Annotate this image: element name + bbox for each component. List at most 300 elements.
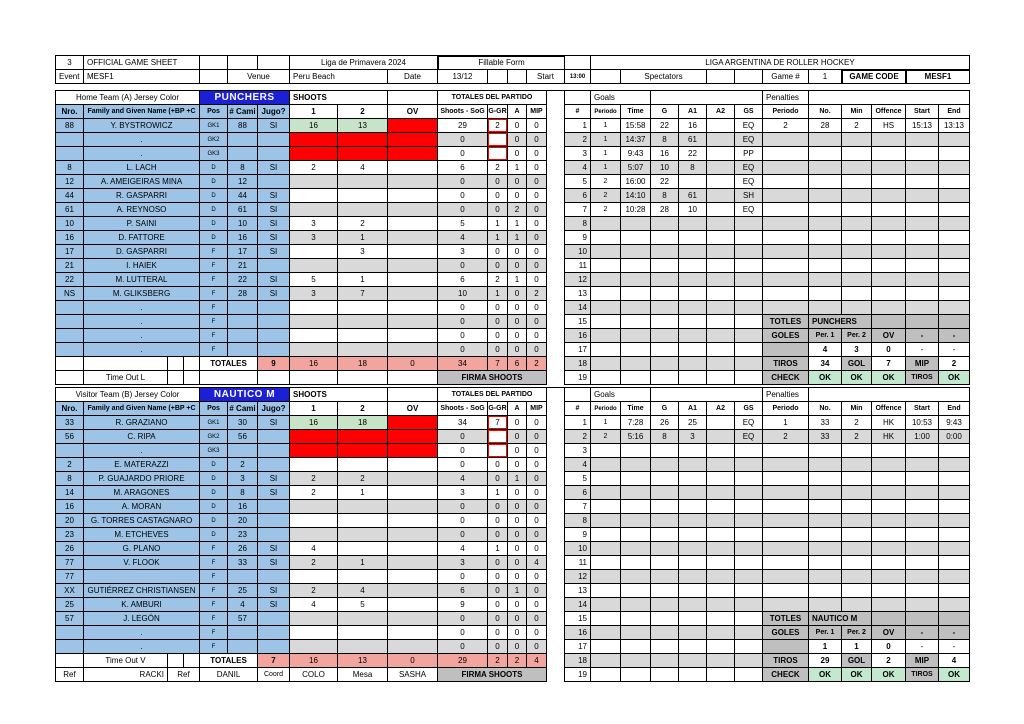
penalty-start <box>906 542 939 556</box>
goal-assist1 <box>679 598 707 612</box>
penalty-periodo <box>763 514 809 528</box>
assists: 0 <box>508 458 527 472</box>
spacer <box>547 371 565 385</box>
penalty-end <box>939 231 970 245</box>
visitor-team-section <box>55 387 970 682</box>
penalty-min <box>842 245 872 259</box>
mip: 0 <box>527 612 547 626</box>
goal-periodo <box>591 556 621 570</box>
cell <box>763 343 809 357</box>
goal-assist2 <box>707 301 735 315</box>
goal-time <box>621 654 651 668</box>
spacer <box>547 119 565 133</box>
column-header-row <box>56 105 970 119</box>
shoot-period1 <box>290 626 338 640</box>
penalty-min <box>842 259 872 273</box>
player-pos: GK1 <box>200 416 228 430</box>
goal-number: 10 <box>565 542 591 556</box>
penalty-offence <box>872 598 906 612</box>
cell <box>906 612 939 626</box>
player-row <box>56 161 970 175</box>
shoot-period2: 1 <box>338 556 388 570</box>
goal-assist1 <box>679 486 707 500</box>
penalty-end: 13:13 <box>939 119 970 133</box>
shoot-period1 <box>290 133 338 147</box>
goal-time <box>621 640 651 654</box>
totales-partido-label: TOTALES DEL PARTIDO <box>438 91 547 105</box>
mip: 0 <box>527 189 547 203</box>
game-code-value: MESF1 <box>906 70 970 84</box>
goal-periodo <box>591 654 621 668</box>
goal-number: 6 <box>565 486 591 500</box>
goal-time <box>621 444 651 458</box>
player-row <box>56 486 970 500</box>
cell <box>763 640 809 654</box>
goles-per1: 1 <box>809 640 842 654</box>
shoot-ov <box>388 598 438 612</box>
goal-time <box>621 570 651 584</box>
spacer <box>547 542 565 556</box>
assists: 0 <box>508 640 527 654</box>
shoot-period1: 3 <box>290 217 338 231</box>
player-pos: D <box>200 514 228 528</box>
shoots-sog: 0 <box>438 430 488 444</box>
shoot-period1: 16 <box>290 119 338 133</box>
shoot-ov <box>388 315 438 329</box>
penalty-end <box>939 217 970 231</box>
goal-situation: EQ <box>735 416 763 430</box>
col-header: 2 <box>338 105 388 119</box>
date-label: Date <box>388 70 438 84</box>
goal-assist1: 10 <box>679 203 707 217</box>
cell <box>168 371 184 385</box>
goal-assist2 <box>707 231 735 245</box>
goal-scorer: 22 <box>651 175 679 189</box>
player-nro <box>56 343 84 357</box>
col-header: Start <box>906 402 939 416</box>
player-nro <box>56 133 84 147</box>
shoot-ov <box>388 612 438 626</box>
goal-time <box>621 217 651 231</box>
shoot-period2 <box>338 430 388 444</box>
player-pos: D <box>200 175 228 189</box>
shoot-period1 <box>290 315 338 329</box>
col-header: Periodo <box>763 105 809 119</box>
player-name: J. LEGÓN <box>84 612 200 626</box>
player-nro: 10 <box>56 217 84 231</box>
player-jugo: SI <box>258 231 290 245</box>
shoot-period1 <box>290 329 338 343</box>
goal-assist2 <box>707 444 735 458</box>
player-name: M. LUTTERAL <box>84 273 200 287</box>
spacer <box>547 612 565 626</box>
game-sheet <box>55 55 970 682</box>
goal-periodo <box>591 528 621 542</box>
league-name: Liga de Primavera 2024 <box>290 56 438 70</box>
player-nro: 77 <box>56 556 84 570</box>
player-cami: 57 <box>228 612 258 626</box>
goles-dash: - <box>906 343 939 357</box>
assists: 0 <box>508 570 527 584</box>
goal-situation <box>735 500 763 514</box>
penalty-number <box>809 217 842 231</box>
shoot-ov <box>388 147 438 161</box>
g-gr: 7 <box>488 416 508 430</box>
shoot-period2 <box>338 444 388 458</box>
goal-number: 7 <box>565 203 591 217</box>
penalty-number <box>809 231 842 245</box>
player-row <box>56 542 970 556</box>
goal-situation <box>735 458 763 472</box>
player-pos: F <box>200 301 228 315</box>
penalty-min <box>842 500 872 514</box>
col-header: No. <box>809 402 842 416</box>
player-jugo: SI <box>258 584 290 598</box>
goal-assist2 <box>707 161 735 175</box>
col-header: Start <box>906 105 939 119</box>
shoots-sog: 0 <box>438 612 488 626</box>
g-gr: 0 <box>488 329 508 343</box>
goal-periodo <box>591 343 621 357</box>
player-name: P. SAINI <box>84 217 200 231</box>
player-row <box>56 273 970 287</box>
assists: 1 <box>508 161 527 175</box>
assists: 1 <box>508 231 527 245</box>
player-jugo <box>258 528 290 542</box>
shoot-ov <box>388 444 438 458</box>
player-jugo <box>258 329 290 343</box>
per1-header: Per. 1 <box>809 329 842 343</box>
player-cami <box>228 133 258 147</box>
goles-ov: 0 <box>872 640 906 654</box>
goal-assist2 <box>707 273 735 287</box>
mip: 2 <box>527 287 547 301</box>
goles-dash: - <box>939 343 970 357</box>
goal-periodo: 1 <box>591 133 621 147</box>
goal-scorer <box>651 570 679 584</box>
goal-periodo <box>591 329 621 343</box>
goal-periodo: 2 <box>591 430 621 444</box>
mip: 0 <box>527 626 547 640</box>
g-gr: 0 <box>488 556 508 570</box>
spacer <box>547 287 565 301</box>
penalties-section-label: Penalties <box>763 91 809 105</box>
player-row <box>56 528 970 542</box>
spacer <box>547 472 565 486</box>
goal-scorer <box>651 371 679 385</box>
goal-scorer: 10 <box>651 161 679 175</box>
goal-periodo: 2 <box>591 203 621 217</box>
goal-assist2 <box>707 598 735 612</box>
penalty-min <box>842 528 872 542</box>
penalty-start <box>906 273 939 287</box>
cell <box>939 612 970 626</box>
goal-situation: EQ <box>735 203 763 217</box>
g-gr: 0 <box>488 175 508 189</box>
penalty-periodo <box>763 598 809 612</box>
goal-number: 18 <box>565 357 591 371</box>
goal-number: 16 <box>565 626 591 640</box>
penalty-min <box>842 472 872 486</box>
player-name: Y. BYSTROWICZ <box>84 119 200 133</box>
goal-assist1 <box>679 528 707 542</box>
penalty-periodo <box>763 444 809 458</box>
player-name: P. GUAJARDO PRIORE <box>84 472 200 486</box>
goal-assist2 <box>707 133 735 147</box>
game-number-label: Game # <box>763 70 809 84</box>
goal-time: 15:58 <box>621 119 651 133</box>
player-name: A. REYNOSO <box>84 203 200 217</box>
goal-time <box>621 556 651 570</box>
cell <box>651 91 763 105</box>
goal-assist2 <box>707 500 735 514</box>
penalty-offence <box>872 231 906 245</box>
goal-assist1: 3 <box>679 430 707 444</box>
player-jugo: SI <box>258 486 290 500</box>
totales-ov: 0 <box>388 654 438 668</box>
penalty-start <box>906 528 939 542</box>
player-cami: 56 <box>228 430 258 444</box>
totales-label: TOTALES <box>200 357 258 371</box>
shoot-period2 <box>338 343 388 357</box>
spacer <box>547 133 565 147</box>
mip: 0 <box>527 472 547 486</box>
spacer <box>547 570 565 584</box>
goal-scorer: 22 <box>651 119 679 133</box>
penalty-start <box>906 231 939 245</box>
penalty-number <box>809 444 842 458</box>
goal-time <box>621 245 651 259</box>
player-pos: F <box>200 245 228 259</box>
penalty-min <box>842 189 872 203</box>
spacer <box>547 315 565 329</box>
goal-assist2 <box>707 203 735 217</box>
shoot-ov <box>388 528 438 542</box>
col-header: # <box>565 105 591 119</box>
cell <box>565 91 591 105</box>
penalty-start <box>906 301 939 315</box>
cell <box>290 371 338 385</box>
shoot-ov <box>388 584 438 598</box>
player-row <box>56 444 970 458</box>
goal-situation <box>735 570 763 584</box>
goal-scorer <box>651 273 679 287</box>
player-pos: F <box>200 329 228 343</box>
goal-scorer <box>651 640 679 654</box>
g-gr: 0 <box>488 570 508 584</box>
shoot-period1 <box>290 203 338 217</box>
penalty-end <box>939 472 970 486</box>
col-header: A2 <box>707 105 735 119</box>
player-cami <box>228 315 258 329</box>
goal-periodo <box>591 486 621 500</box>
player-pos: F <box>200 259 228 273</box>
mip: 0 <box>527 500 547 514</box>
goal-scorer <box>651 598 679 612</box>
player-cami: 16 <box>228 231 258 245</box>
goal-time <box>621 301 651 315</box>
player-cami: 8 <box>228 486 258 500</box>
shoot-period2 <box>338 528 388 542</box>
player-jugo <box>258 133 290 147</box>
penalty-min: 2 <box>842 416 872 430</box>
col-header: Nro. <box>56 402 84 416</box>
spacer <box>547 147 565 161</box>
assists: 0 <box>508 119 527 133</box>
goal-assist1 <box>679 458 707 472</box>
player-row <box>56 640 970 654</box>
header-band <box>55 55 970 84</box>
penalty-min <box>842 273 872 287</box>
penalty-offence: HK <box>872 416 906 430</box>
player-cami: 30 <box>228 416 258 430</box>
shoot-period1 <box>290 245 338 259</box>
assists: 0 <box>508 528 527 542</box>
player-cami: 8 <box>228 161 258 175</box>
player-cami: 88 <box>228 119 258 133</box>
player-row <box>56 612 970 626</box>
player-pos: GK2 <box>200 133 228 147</box>
goles-label: GOLES <box>763 329 809 343</box>
goal-time <box>621 542 651 556</box>
fillable-form-label: Fillable Form <box>438 56 565 70</box>
shoot-ov <box>388 486 438 500</box>
goal-periodo <box>591 500 621 514</box>
player-row <box>56 598 970 612</box>
player-jugo <box>258 500 290 514</box>
spacer <box>547 598 565 612</box>
goal-number: 18 <box>565 654 591 668</box>
shoots-sog: 9 <box>438 598 488 612</box>
penalty-end: 0:00 <box>939 430 970 444</box>
player-nro: 88 <box>56 119 84 133</box>
mip: 0 <box>527 444 547 458</box>
mip: 0 <box>527 458 547 472</box>
goal-situation <box>735 542 763 556</box>
goal-assist1 <box>679 273 707 287</box>
goal-time <box>621 612 651 626</box>
shoot-period2: 3 <box>338 245 388 259</box>
goal-situation: EQ <box>735 175 763 189</box>
penalty-periodo <box>763 556 809 570</box>
player-pos: F <box>200 598 228 612</box>
penalty-offence <box>872 584 906 598</box>
shoot-ov <box>388 217 438 231</box>
goal-number: 16 <box>565 329 591 343</box>
player-cami: 61 <box>228 203 258 217</box>
goal-number: 11 <box>565 556 591 570</box>
goal-assist2 <box>707 259 735 273</box>
goal-scorer: 16 <box>651 147 679 161</box>
goal-time: 16:00 <box>621 175 651 189</box>
g-gr: 1 <box>488 542 508 556</box>
ref2-name: DANIL <box>200 668 258 682</box>
goal-time <box>621 514 651 528</box>
check-ok: OK <box>842 371 872 385</box>
shoot-period1 <box>290 528 338 542</box>
goal-time: 9:43 <box>621 147 651 161</box>
penalty-number <box>809 472 842 486</box>
penalty-start <box>906 486 939 500</box>
goles-per2: 3 <box>842 343 872 357</box>
penalty-end <box>939 161 970 175</box>
shoot-period2 <box>338 500 388 514</box>
totales-jugo: 9 <box>258 357 290 371</box>
shoot-period2: 2 <box>338 472 388 486</box>
penalty-number <box>809 598 842 612</box>
goal-scorer <box>651 472 679 486</box>
player-jugo <box>258 147 290 161</box>
assists: 1 <box>508 273 527 287</box>
mip: 0 <box>527 329 547 343</box>
shoots-sog: 0 <box>438 301 488 315</box>
shoot-period1: 2 <box>290 486 338 500</box>
player-name: . <box>84 640 200 654</box>
player-row <box>56 217 970 231</box>
goal-assist1 <box>679 343 707 357</box>
shoots-sog: 3 <box>438 486 488 500</box>
penalty-number: 33 <box>809 416 842 430</box>
spacer <box>547 556 565 570</box>
player-name: . <box>84 133 200 147</box>
spacer <box>547 654 565 668</box>
penalty-number <box>809 245 842 259</box>
shoot-ov <box>388 430 438 444</box>
goal-number: 3 <box>565 147 591 161</box>
totales-shoot2: 13 <box>338 654 388 668</box>
goal-scorer <box>651 556 679 570</box>
penalty-end <box>939 598 970 612</box>
player-jugo: SI <box>258 161 290 175</box>
summary-team-name: PUNCHERS <box>809 315 872 329</box>
col-header: Jugo? <box>258 402 290 416</box>
g-gr: 0 <box>488 203 508 217</box>
goal-periodo: 2 <box>591 175 621 189</box>
penalty-start <box>906 556 939 570</box>
assists: 0 <box>508 598 527 612</box>
penalty-end <box>939 133 970 147</box>
goal-scorer <box>651 486 679 500</box>
goal-assist2 <box>707 371 735 385</box>
col-header: MIP <box>527 402 547 416</box>
player-nro: 16 <box>56 231 84 245</box>
player-nro: 2 <box>56 458 84 472</box>
goal-periodo <box>591 217 621 231</box>
penalty-offence <box>872 161 906 175</box>
goal-number: 1 <box>565 416 591 430</box>
player-name: G. PLANO <box>84 542 200 556</box>
shoot-ov <box>388 472 438 486</box>
team-header-row <box>56 388 970 402</box>
penalty-min <box>842 444 872 458</box>
totales-row <box>56 357 970 371</box>
shoot-ov <box>388 161 438 175</box>
penalty-min <box>842 542 872 556</box>
goal-assist2 <box>707 357 735 371</box>
totales-row <box>56 654 970 668</box>
goal-periodo <box>591 245 621 259</box>
shoot-period2 <box>338 147 388 161</box>
player-nro: 77 <box>56 570 84 584</box>
goal-number: 2 <box>565 430 591 444</box>
penalty-start <box>906 259 939 273</box>
shoot-period1 <box>290 570 338 584</box>
goal-number: 12 <box>565 273 591 287</box>
penalty-end <box>939 273 970 287</box>
g-gr: 0 <box>488 584 508 598</box>
shoot-period2 <box>338 189 388 203</box>
title-row <box>56 56 970 70</box>
